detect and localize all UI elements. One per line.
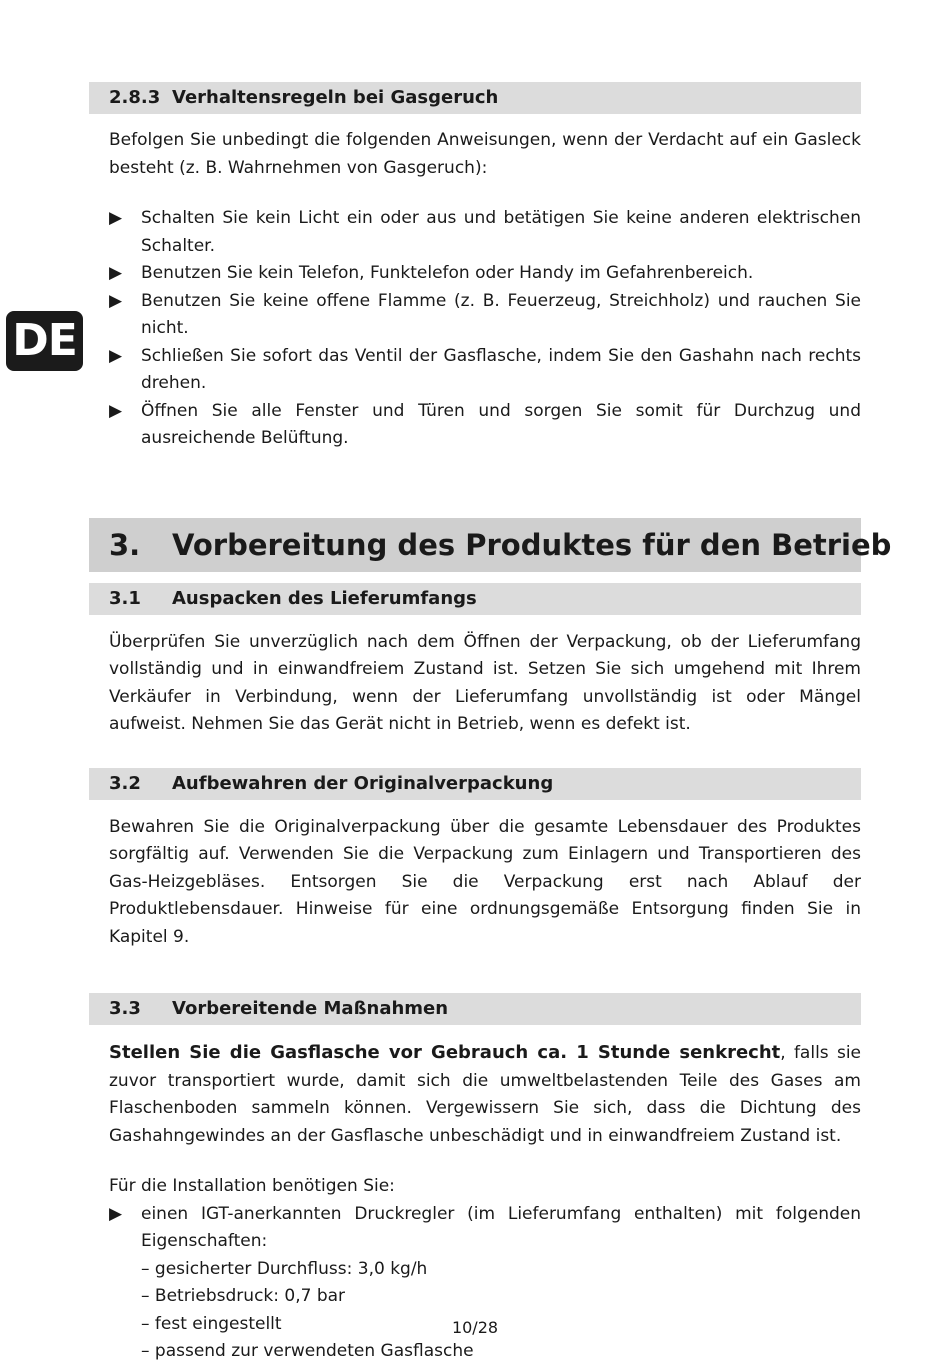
gas-smell-intro: Befolgen Sie unbedingt die folgenden Anweisungen, wenn der Verdacht auf ein Gasleck besteht (z. B. Wahrnehmen von Gasgeruch): [109,130,861,178]
section-number: 3.2 [109,772,141,794]
property-item: – gesicherter Durchfluss: 3,0 kg/h [141,1258,428,1279]
property-item: – passend zur verwendeten Gasflasche [141,1341,474,1361]
section-3-2-heading [89,768,861,800]
installation-requirements [89,1201,861,1256]
bullet-arrow-icon: ▶ [109,263,123,283]
list-item-text: Schließen Sie sofort das Ventil der Gasflasche, indem Sie den Gashahn nach rechts drehen. [141,345,861,393]
installation-intro: Für die Installation benötigen Sie: [109,1176,395,1196]
section-number: 3.1 [109,587,141,609]
bullet-arrow-icon: ▶ [109,290,123,311]
list-item-text: einen IGT-anerkannten Druckregler (im Lieferumfang enthalten) mit folgenden Eigenschaften: [141,1203,861,1251]
preparation-text [89,1039,861,1150]
list-item [89,398,861,453]
bullet-arrow-icon: ▶ [109,208,123,228]
section-number: 3.3 [109,998,141,1019]
chapter-title: Vorbereitung des Produktes für den Betrieb [172,527,892,562]
gas-smell-instructions [89,205,861,453]
property-item: – fest eingestellt [141,1313,282,1334]
bullet-arrow-icon: ▶ [109,1203,123,1224]
list-item [89,205,861,260]
list-item-text: Benutzen Sie kein Telefon, Funktelefon oder Handy im Gefahrenbereich. [141,263,754,283]
list-item [89,343,861,398]
list-item [89,260,861,288]
section-title: Auspacken des Lieferumfangs [172,587,477,609]
section-title: Verhaltensregeln bei Gasgeruch [172,87,499,108]
page-number: 10/28 [451,1318,499,1337]
list-item-text: Öffnen Sie alle Fenster und Türen und sorgen Sie somit für Durchzug und ausreichende Belüftung. [141,400,861,448]
preparation-rest: , falls sie zuvor transportiert wurde, damit sich die umweltbelastenden Teile des Gases am Flaschenboden sammeln können. Vergewissern Sie sich, dass die Dichtung des Gashahngewindes an der Gasflasche unbeschädigt und in einwandfreiem Zustand ist. [109,1043,861,1146]
unpacking-text: Überprüfen Sie unverzüglich nach dem Öffnen der Verpackung, ob der Lieferumfang vollständig und in einwandfreiem Zustand ist. Setzen Sie sich umgehend mit Ihrem Verkäufer in Verbindung, wenn der Lieferumfang unvollständig ist oder Mängel aufweist. Nehmen Sie das Gerät nicht in Betrieb, wenn es defekt ist. [109,631,861,734]
language-tab: DE [6,311,83,371]
packaging-text: Bewahren Sie die Originalverpackung über die gesamte Lebensdauer des Produktes sorgfältig auf. Verwenden Sie die Verpackung zum Einlagern und Transportieren des Gas-Heizgebläses. Entsorgen Sie die Verpackung erst nach Ablauf der Produktlebensdauer. Hinweise für eine ordnungsgemäße Entsorgung finden Sie in Kapitel 9. [109,816,861,947]
preparation-emphasis: Stellen Sie die Gasflasche vor Gebrauch ca. 1 Stunde senkrecht [109,1042,781,1063]
list-item-text: Benutzen Sie keine offene Flamme (z. B. Feuerzeug, Streichholz) und rauchen Sie nicht. [141,290,861,338]
list-item-text: Schalten Sie kein Licht ein oder aus und betätigen Sie keine anderen elektrischen Schalter. [141,208,861,256]
section-number: 2.8.3 [109,87,161,108]
chapter-number: 3. [109,527,141,562]
section-title: Vorbereitende Maßnahmen [172,998,449,1019]
page-content [89,82,892,1366]
section-3-1-heading [89,583,861,615]
bullet-arrow-icon: ▶ [109,400,123,421]
list-item [89,1201,861,1256]
section-2-8-3-heading [89,82,861,114]
list-item [89,288,861,343]
chapter-3-heading [89,518,892,572]
section-3-3-heading [89,993,861,1025]
section-title: Aufbewahren der Originalverpackung [172,772,554,794]
bullet-arrow-icon: ▶ [109,345,123,366]
property-item: – Betriebsdruck: 0,7 bar [141,1286,346,1306]
